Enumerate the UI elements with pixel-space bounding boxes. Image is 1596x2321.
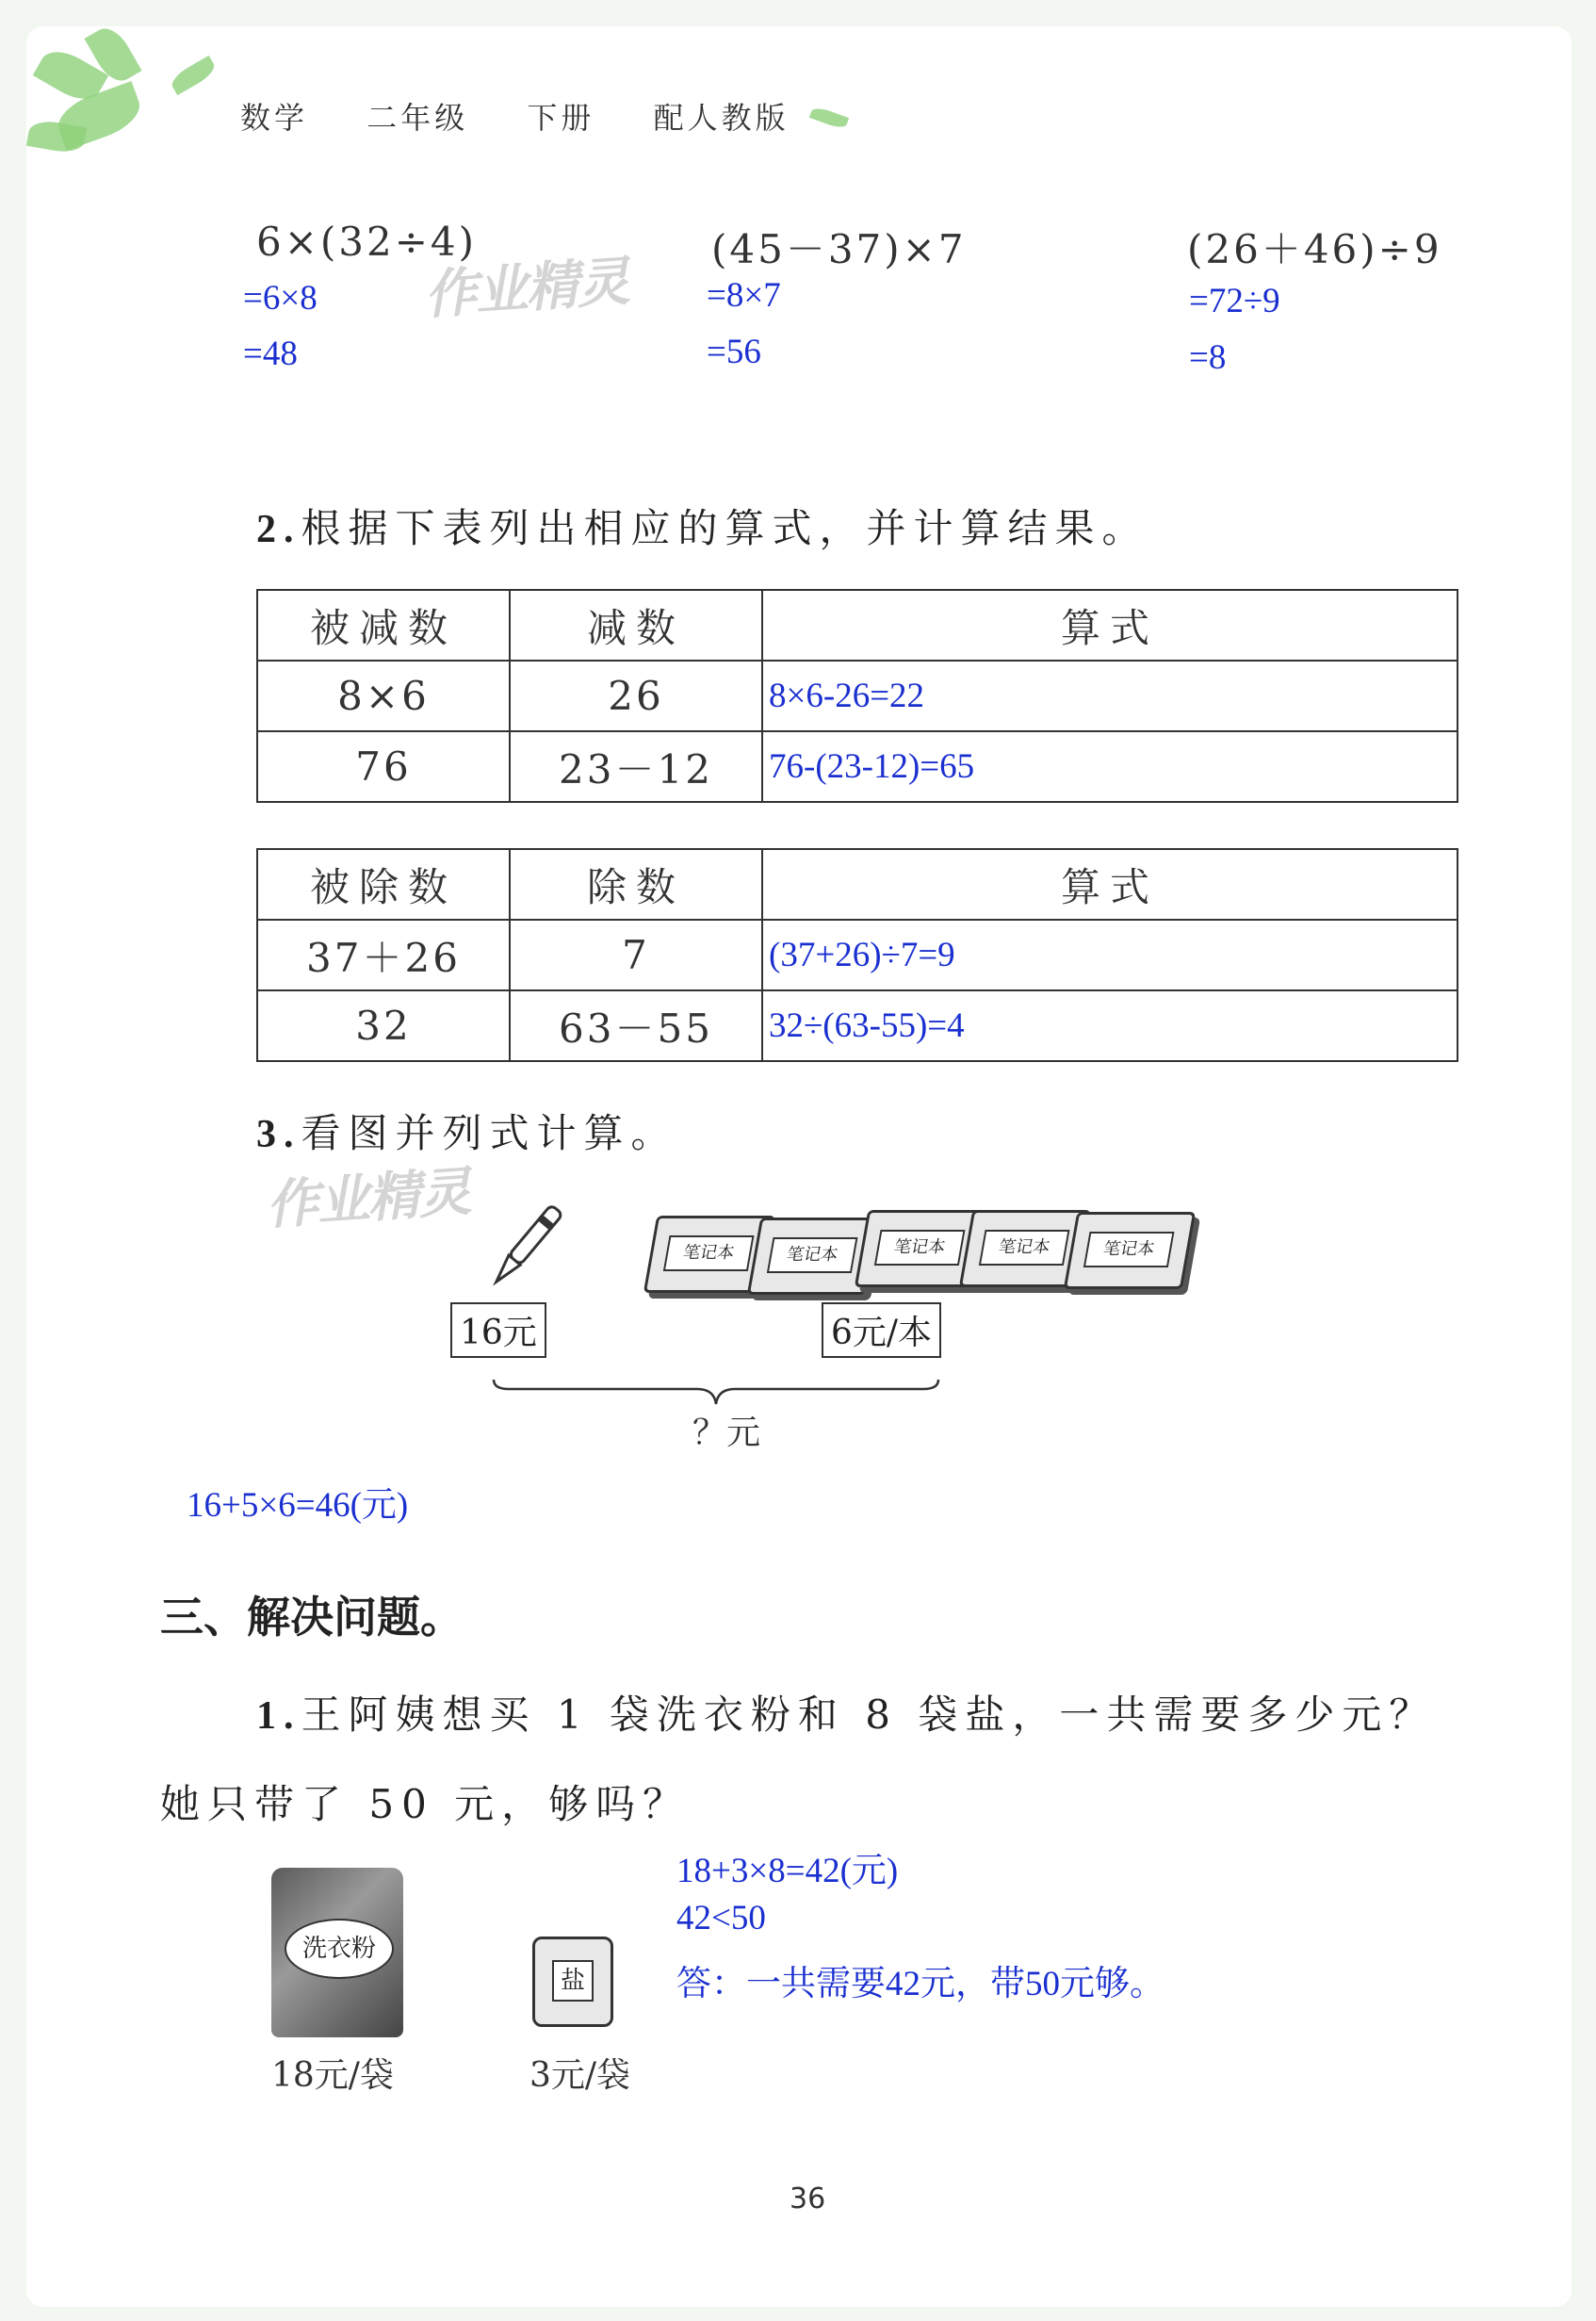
problem-1-answer-1: 18+3×8=42(元) (676, 1852, 899, 1890)
table-row (257, 920, 1458, 990)
notebook-label: 笔记本 (767, 1237, 858, 1273)
table1-header-formula: 算式 (762, 590, 1458, 661)
notebook-label: 笔记本 (979, 1230, 1070, 1266)
table2-cell: 63－55 (510, 990, 762, 1061)
calc-step-1b: =48 (243, 335, 298, 373)
calc-step-3b: =8 (1189, 338, 1227, 377)
notebook-label: 笔记本 (1083, 1232, 1175, 1267)
table1-header-minuend: 被减数 (257, 590, 510, 661)
question-3-text: 看图并列式计算。 (301, 1110, 678, 1156)
watermark-2: 作业精灵 (264, 1161, 472, 1237)
problem-1-line2: 她只带了 50 元，够吗？ (160, 1781, 691, 1827)
table1-cell: 26 (510, 661, 762, 731)
problem-1-number: 1. (256, 1694, 301, 1738)
table-row (257, 661, 1458, 731)
question-2-text: 根据下表列出相应的算式，并计算结果。 (301, 505, 1149, 551)
header-grade: 二年级 (366, 100, 469, 136)
problem-1-answer-3: 答：一共需要42元，带50元够。 (676, 1965, 1164, 2003)
header-subject: 数学 (240, 100, 309, 136)
notebook-price-label: 6元/本 (822, 1302, 941, 1358)
question-3-number: 3. (256, 1113, 301, 1156)
notebook-label: 笔记本 (874, 1230, 966, 1266)
total-question-label: ？元 (692, 1414, 761, 1452)
salt-label: 盐 (552, 1960, 594, 2002)
detergent-price: 18元/袋 (271, 2056, 394, 2095)
page-header (240, 94, 835, 138)
table1-answer: 76-(23-12)=65 (762, 731, 1458, 802)
table1-cell: 23－12 (510, 731, 762, 802)
division-table (256, 848, 1458, 1062)
table2-header-divisor: 除数 (510, 849, 762, 920)
subtraction-table (256, 589, 1458, 803)
problem-1-line1 (256, 1684, 1436, 1741)
problem-1-text: 王阿姨想买 1 袋洗衣粉和 8 袋盐，一共需要多少元？ (301, 1692, 1437, 1738)
table1-header-subtrahend: 减数 (510, 590, 762, 661)
detergent-bag-icon (271, 1868, 403, 2037)
table-row (257, 990, 1458, 1061)
problem-1-answer-2: 42<50 (676, 1899, 766, 1937)
table-row (257, 731, 1458, 802)
header-volume: 下册 (527, 100, 595, 136)
table2-header-dividend: 被除数 (257, 849, 510, 920)
salt-price: 3元/袋 (529, 2056, 631, 2095)
calc-expr-1: 6×(32÷4) (256, 219, 478, 265)
table1-answer: 8×6-26=22 (762, 661, 1458, 731)
table1-cell: 76 (257, 731, 510, 802)
table2-answer: 32÷(63-55)=4 (762, 990, 1458, 1061)
calc-step-3a: =72÷9 (1189, 282, 1280, 320)
table2-cell: 32 (257, 990, 510, 1061)
table2-cell: 7 (510, 920, 762, 990)
page-number: 36 (790, 2182, 826, 2215)
question-2-number: 2. (256, 508, 301, 551)
question-2 (256, 498, 1149, 554)
detergent-label: 洗衣粉 (285, 1919, 394, 1979)
table2-header-formula: 算式 (762, 849, 1458, 920)
notebook-icon (1064, 1212, 1196, 1289)
calc-step-2b: =56 (707, 333, 761, 371)
calc-step-1a: =6×8 (243, 279, 318, 318)
table2-cell: 37＋26 (257, 920, 510, 990)
salt-bag-icon (532, 1937, 613, 2027)
calc-expr-3: (26＋46)÷9 (1187, 226, 1442, 272)
question-3 (256, 1103, 678, 1159)
watermark-1: 作业精灵 (422, 251, 630, 327)
calc-step-2a: =8×7 (707, 276, 781, 315)
pen-price-label: 16元 (450, 1302, 546, 1358)
table2-answer: (37+26)÷7=9 (762, 920, 1458, 990)
question-3-answer: 16+5×6=46(元) (187, 1486, 409, 1525)
notebook-label: 笔记本 (663, 1235, 755, 1271)
fountain-pen-icon (480, 1197, 565, 1300)
section-title: 三、解决问题。 (160, 1592, 464, 1643)
table1-cell: 8×6 (257, 661, 510, 731)
header-edition: 配人教版 (653, 100, 790, 136)
calc-expr-2: (45－37)×7 (711, 226, 967, 272)
